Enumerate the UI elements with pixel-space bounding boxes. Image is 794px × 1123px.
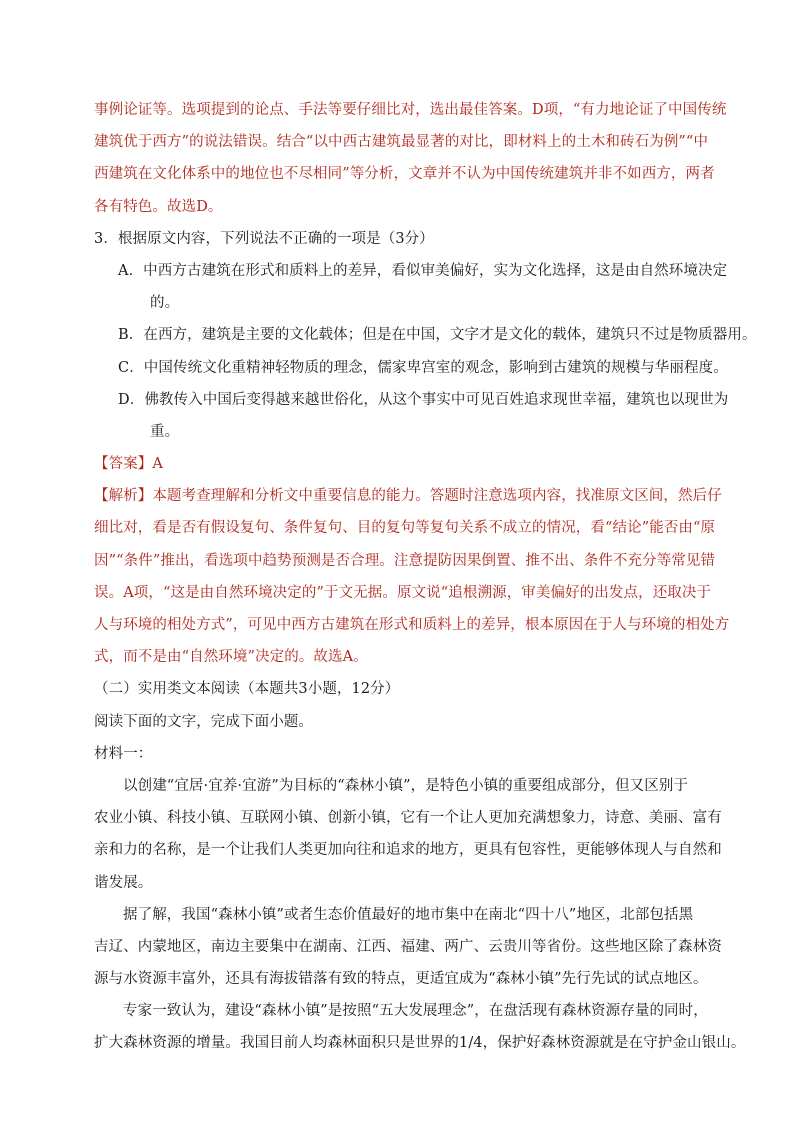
option-d-line1: D．佛教传入中国后变得越来越世俗化，从这个事实中可见百姓追求现世幸福，建筑也以现世为 [118,391,729,408]
paragraph-line: 据了解，我国“森林小镇”或者生态价值最好的地市集中在南北“四十八”地区，北部包括黑 [123,906,694,923]
paragraph-line: 专家一致认为，建设“森林小镇”是按照“五大发展理念”，在盘活现有森林资源存量的同时， [123,1003,708,1020]
document-page [94,94,757,1060]
analysis-line: 【解析】本题考查理解和分析文中重要信息的能力。答题时注意选项内容，找准原文区间，然后仔 [94,488,722,505]
paragraph-line: 以创建“宜居·宜养·宜游”为目标的“森林小镇”，是特色小镇的重要组成部分，但又区别于 [123,777,689,794]
analysis-line: 式，而不是由“自然环境”决定的。故选A。 [94,649,368,666]
analysis-line: 各有特色。故选D。 [94,198,223,215]
paragraph-line: 农业小镇、科技小镇、互联网小镇、创新小镇，它有一个让人更加充满想象力，诗意、美丽、富有 [94,810,722,827]
analysis-line: 因”“条件”推出，看选项中趋势预测是否合理。注意提防因果倒置、推不出、条件不充分等常见错 [94,552,716,569]
paragraph-line: 亲和力的名称，是一个让我们人类更加向往和追求的地方，更具有包容性，更能够体现人与自然和 [94,842,722,859]
section-heading: （二）实用类文本阅读（本题共3小题，12分） [94,681,400,698]
paragraph-line: 谐发展。 [94,874,153,891]
option-a-line2: 的。 [150,295,180,312]
analysis-line: 人与环境的相处方式”，可见中西方古建筑在形式和质料上的差异，根本原因在于人与环境的相处方 [94,617,730,633]
option-b: B．在西方，建筑是主要的文化载体；但是在中国，文字才是文化的载体，建筑只不过是物质器用。 [118,327,757,344]
question-3-stem: 3．根据原文内容，下列说法不正确的一项是（3分） [94,230,434,247]
material-label: 材料一： [94,745,153,762]
analysis-line: 误。A项，“这是由自然环境决定的”于文无据。原文说“追根溯源，审美偏好的出发点，还取决于 [94,584,712,601]
answer-label: 【答案】A [94,456,163,473]
option-a-line1: A．中西方古建筑在形式和质料上的差异，看似审美偏好，实为文化选择，这是由自然环境决定 [118,262,728,279]
analysis-line: 西建筑在文化体系中的地位也不尽相同”等分析，文章并不认为中国传统建筑并非不如西方，两者 [94,166,715,183]
analysis-line: 细比对，看是否有假设复句、条件复句、目的复句等复句关系不成立的情况，看“结论”能否由“原 [94,520,716,537]
option-d-line2: 重。 [150,423,180,440]
section-instruction: 阅读下面的文字，完成下面小题。 [94,713,313,730]
option-c: C．中国传统文化重精神轻物质的理念，儒家卑宫室的观念，影响到古建筑的规模与华丽程度。 [118,359,728,376]
analysis-line: 事例论证等。选项提到的论点、手法等要仔细比对，选出最佳答案。D项，“有力地论证了中国传统 [94,102,727,118]
paragraph-line: 扩大森林资源的增量。我国目前人均森林面积只是世界的1/4，保护好森林资源就是在守护金山银山。 [94,1035,746,1052]
paragraph-line: 吉辽、内蒙地区，南边主要集中在湖南、江西、福建、两广、云贵川等省份。这些地区除了森林资 [94,938,722,955]
analysis-line: 建筑优于西方”的说法错误。结合“以中西古建筑最显著的对比，即材料上的土木和砖石为例”“中 [94,134,709,151]
paragraph-line: 源与水资源丰富外，还具有海拔错落有致的特点，更适宜成为“森林小镇”先行先试的试点地区。 [94,971,708,988]
